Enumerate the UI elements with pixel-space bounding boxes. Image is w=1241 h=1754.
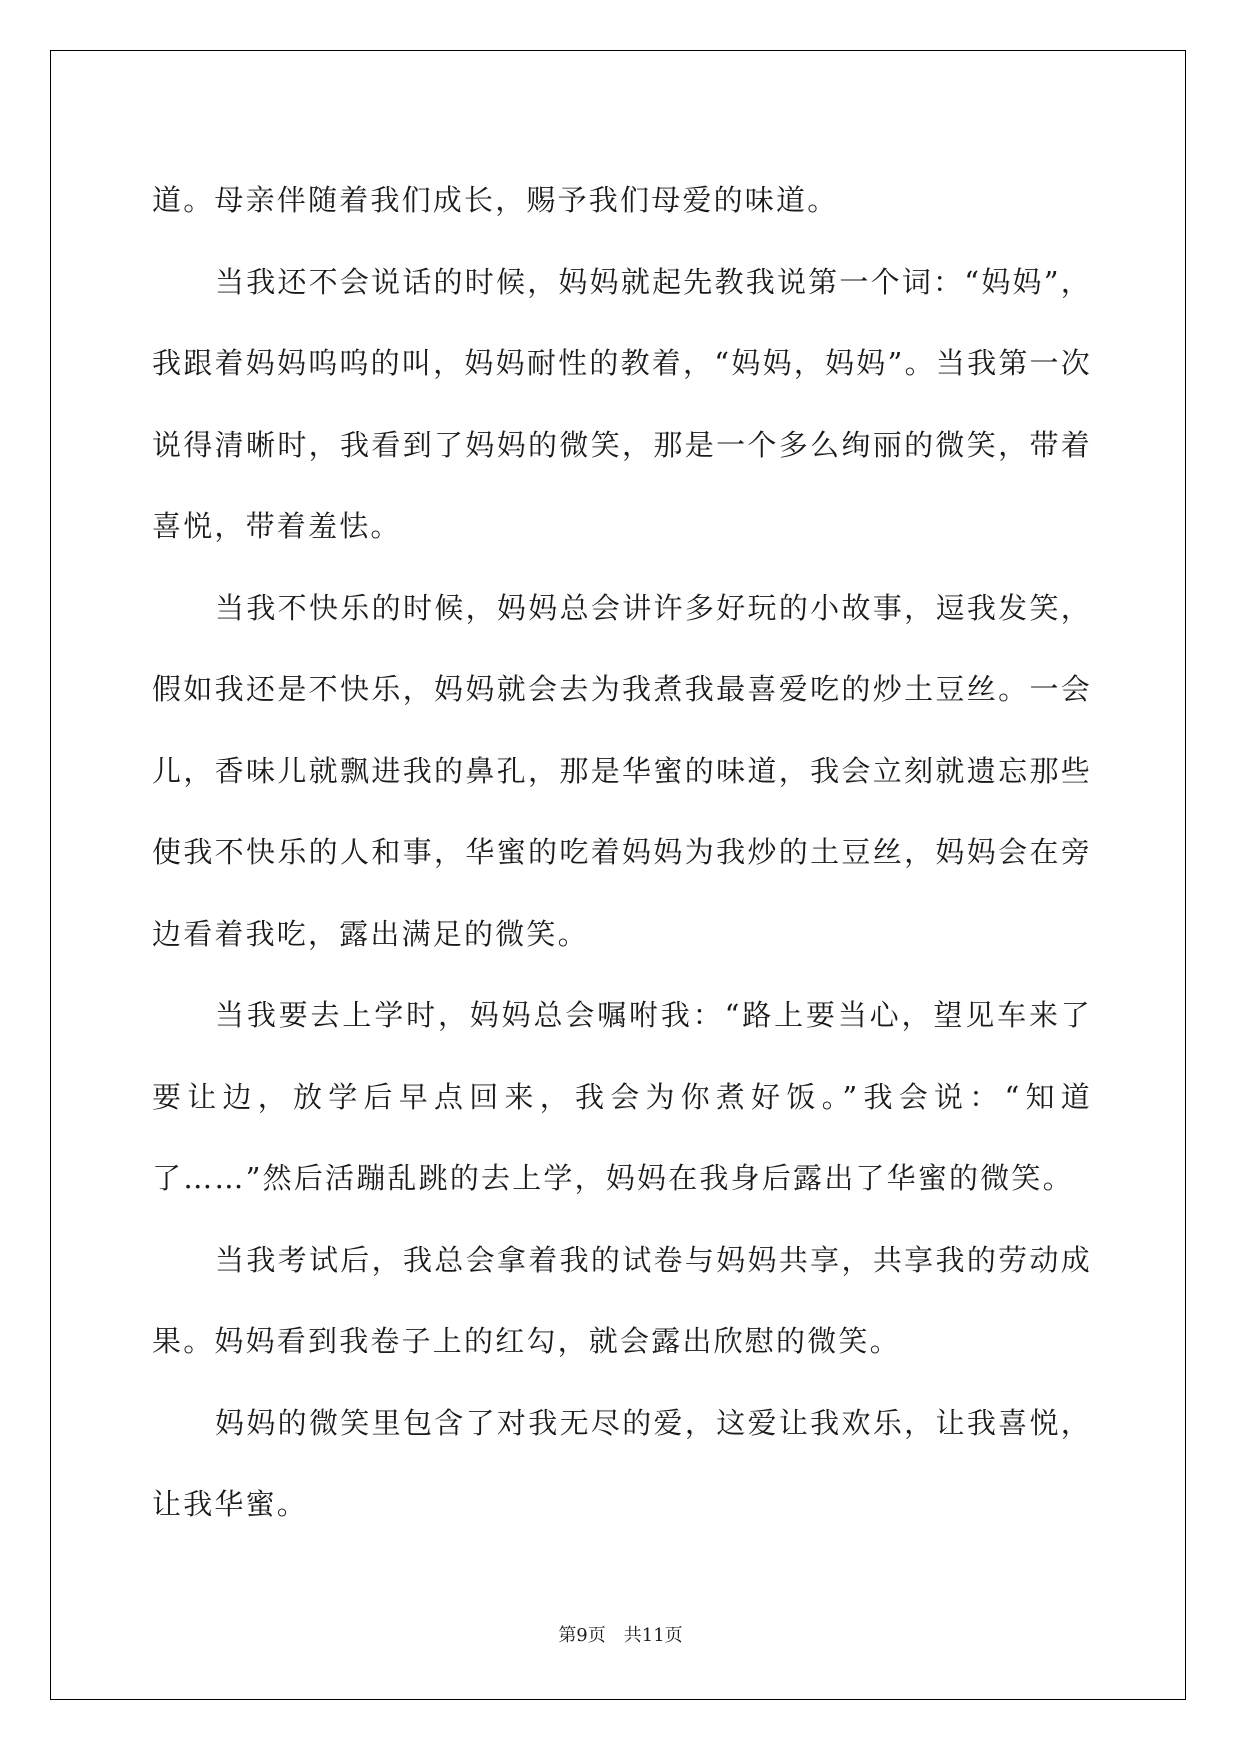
paragraph: 妈妈的微笑里包含了对我无尽的爱，这爱让我欢乐，让我喜悦，让我华蜜。 <box>152 1405 1092 1521</box>
document-body <box>152 160 1092 1546</box>
paragraph: 当我要去上学时，妈妈总会嘱咐我：“路上要当心，望见车来了要让边，放学后早点回来，我会为你煮好饭。”我会说：“知道了……”然后活蹦乱跳的去上学，妈妈在我身后露出了华蜜的微笑。 <box>152 998 1092 1195</box>
paragraph: 当我考试后，我总会拿着我的试卷与妈妈共享，共享我的劳动成果。妈妈看到我卷子上的红勾，就会露出欣慰的微笑。 <box>152 1242 1092 1358</box>
page-total: 共11页 <box>623 1625 683 1646</box>
paragraph: 当我不快乐的时候，妈妈总会讲许多好玩的小故事，逗我发笑，假如我还是不快乐，妈妈就会去为我煮我最喜爱吃的炒土豆丝。一会儿，香味儿就飘进我的鼻孔，那是华蜜的味道，我会立刻就遗忘那些使我不快乐的人和事，华蜜的吃着妈妈为我炒的土豆丝，妈妈会在旁边看着我吃，露出满足的微笑。 <box>152 590 1092 951</box>
paragraph: 道。母亲伴随着我们成长，赐予我们母爱的味道。 <box>152 183 839 217</box>
page-footer <box>0 1621 1241 1647</box>
paragraph: 当我还不会说话的时候，妈妈就起先教我说第一个词：“妈妈”，我跟着妈妈呜呜的叫，妈妈耐性的教着，“妈妈，妈妈”。当我第一次说得清晰时，我看到了妈妈的微笑，那是一个多么绚丽的微笑，带着喜悦，带着羞怯。 <box>152 264 1092 543</box>
page-number: 第9页 <box>558 1625 606 1646</box>
